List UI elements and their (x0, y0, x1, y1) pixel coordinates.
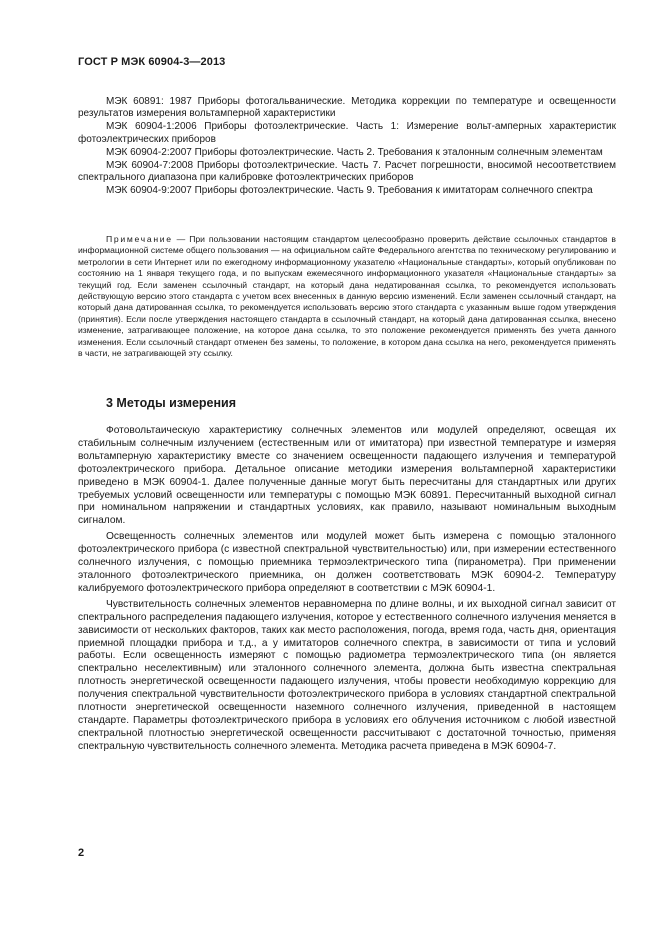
note-text: — При пользовании настоящим стандартом целесообразно проверить действие ссылочных стандартов в информационной системе общего пользования — на официальном сайте Федерального агентства по техническому регулированию и метрологии в сети Интернет или по ежегодному информационному указателю «Национальные стандарты», который опубликован по состоянию на 1 января текущего года, и по выпускам ежемесячного информационного указателя «Национальные стандарты» за текущий год. Если заменен ссылочный стандарт, на который дана недатированная ссылка, то рекомендуется использовать действующую версию этого стандарта с учетом всех внесенных в данную версию изменений. Если заменен ссылочный стандарт, на который дана датированная ссылка, то рекомендуется использовать версию этого стандарта с указанным выше годом утверждения (принятия). Если после утверждения настоящего стандарта в ссылочный стандарт, на который дана датированная ссылка, внесено изменение, затрагивающее положение, на которое дана ссылка, то это положение рекомендуется применять без учета данного изменения. Если ссылочный стандарт отменен без замены, то положение, в котором дана ссылка на него, рекомендуется применять в части, не затрагивающей эту ссылку. (78, 234, 616, 359)
body-paragraph: Чувствительность солнечных элементов неравномерна по длине волны, и их выходной сигнал зависит от спектрального распределения падающего излучения, которое у естественного солнечного излучения меняется в зависимости от нескольких факторов, таких как место расположения, погода, время года, часть дня, ориентация приемной площадки прибора и т.д., а у имитаторов солнечного спектра, в зависимости от типа и условий работы. Если освещенность измеряют с помощью радиометра термоэлектрического типа (он является спектрально неселективным) или эталонного солнечного элемента, должна быть известна спектральная плотность энергетической освещенности падающего излучения, чтобы провести необходимую коррекцию для получения спектральной чувствительности фотоэлектрического прибора в условиях стандартной спектральной плотности энергетической освещенности наземного солнечного излучения, приведенной в настоящем стандарте. Параметры фотоэлектрического прибора в условиях его облучения источником с любой известной спектральной плотностью энергетической освещенности рассчитывают с достаточной точностью, применяя спектральную чувствительность солнечного элемента. Методика расчета приведена в МЭК 60904-7. (78, 598, 616, 752)
reference-item: МЭК 60904-7:2008 Приборы фотоэлектрические. Часть 7. Расчет погрешности, вносимой несоответствием спектрального диапазона при калибровке фотоэлектрических приборов (78, 159, 616, 184)
document-header: ГОСТ Р МЭК 60904-3—2013 (78, 56, 226, 68)
note-block (78, 234, 616, 359)
reference-item: МЭК 60904-2:2007 Приборы фотоэлектрические. Часть 2. Требования к эталонным солнечным элементам (106, 146, 603, 158)
reference-item: МЭК 60904-9:2007 Приборы фотоэлектрические. Часть 9. Требования к имитаторам солнечного спектра (106, 185, 593, 197)
note-label: Примечание (106, 234, 173, 244)
page-number: 2 (78, 847, 85, 859)
reference-item: МЭК 60891: 1987 Приборы фотогальванические. Методика коррекции по температуре и освещенности результатов измерения вольтамперной характеристики (78, 96, 616, 120)
body-paragraph: Освещенность солнечных элементов или модулей может быть измерена с помощью эталонного фотоэлектрического прибора (с известной спектральной чувствительностью) или, при измерении естественного солнечного излучения, с помощью приемника термоэлектрического типа (пиранометра). При применении эталонного фотоэлектрического приемника, он должен соответствовать МЭК 60904-2. Температуру калибруемого фотоэлектрического прибора определяют в соответствии с МЭК 60904-1. (78, 531, 616, 594)
section-title: 3 Методы измерения (106, 396, 237, 410)
normative-references-list (78, 96, 616, 198)
reference-item: МЭК 60904-1:2006 Приборы фотоэлектрические. Часть 1: Измерение вольт-амперных характеристик фотоэлектрических приборов (78, 121, 616, 145)
section-body (78, 425, 616, 757)
body-paragraph: Фотовольтаическую характеристику солнечных элементов или модулей определяют, освещая их стабильным солнечным излучением (естественным или от имитатора) при известной температуре и измеряя вольтамперную характеристику вместе со значением освещенности падающего излучения и температурой фотоэлектрического прибора. Детальное описание методики измерения вольтамперной характеристики приведено в МЭК 60904-1. Далее полученные данные могут быть пересчитаны для стандартных или других требуемых условий освещенности или температуры с помощью МЭК 60891. Пересчитанный выходной сигнал при номинальном напряжении и стандартных условиях, как правило, называют номинальным выходным сигналом. (78, 425, 616, 527)
